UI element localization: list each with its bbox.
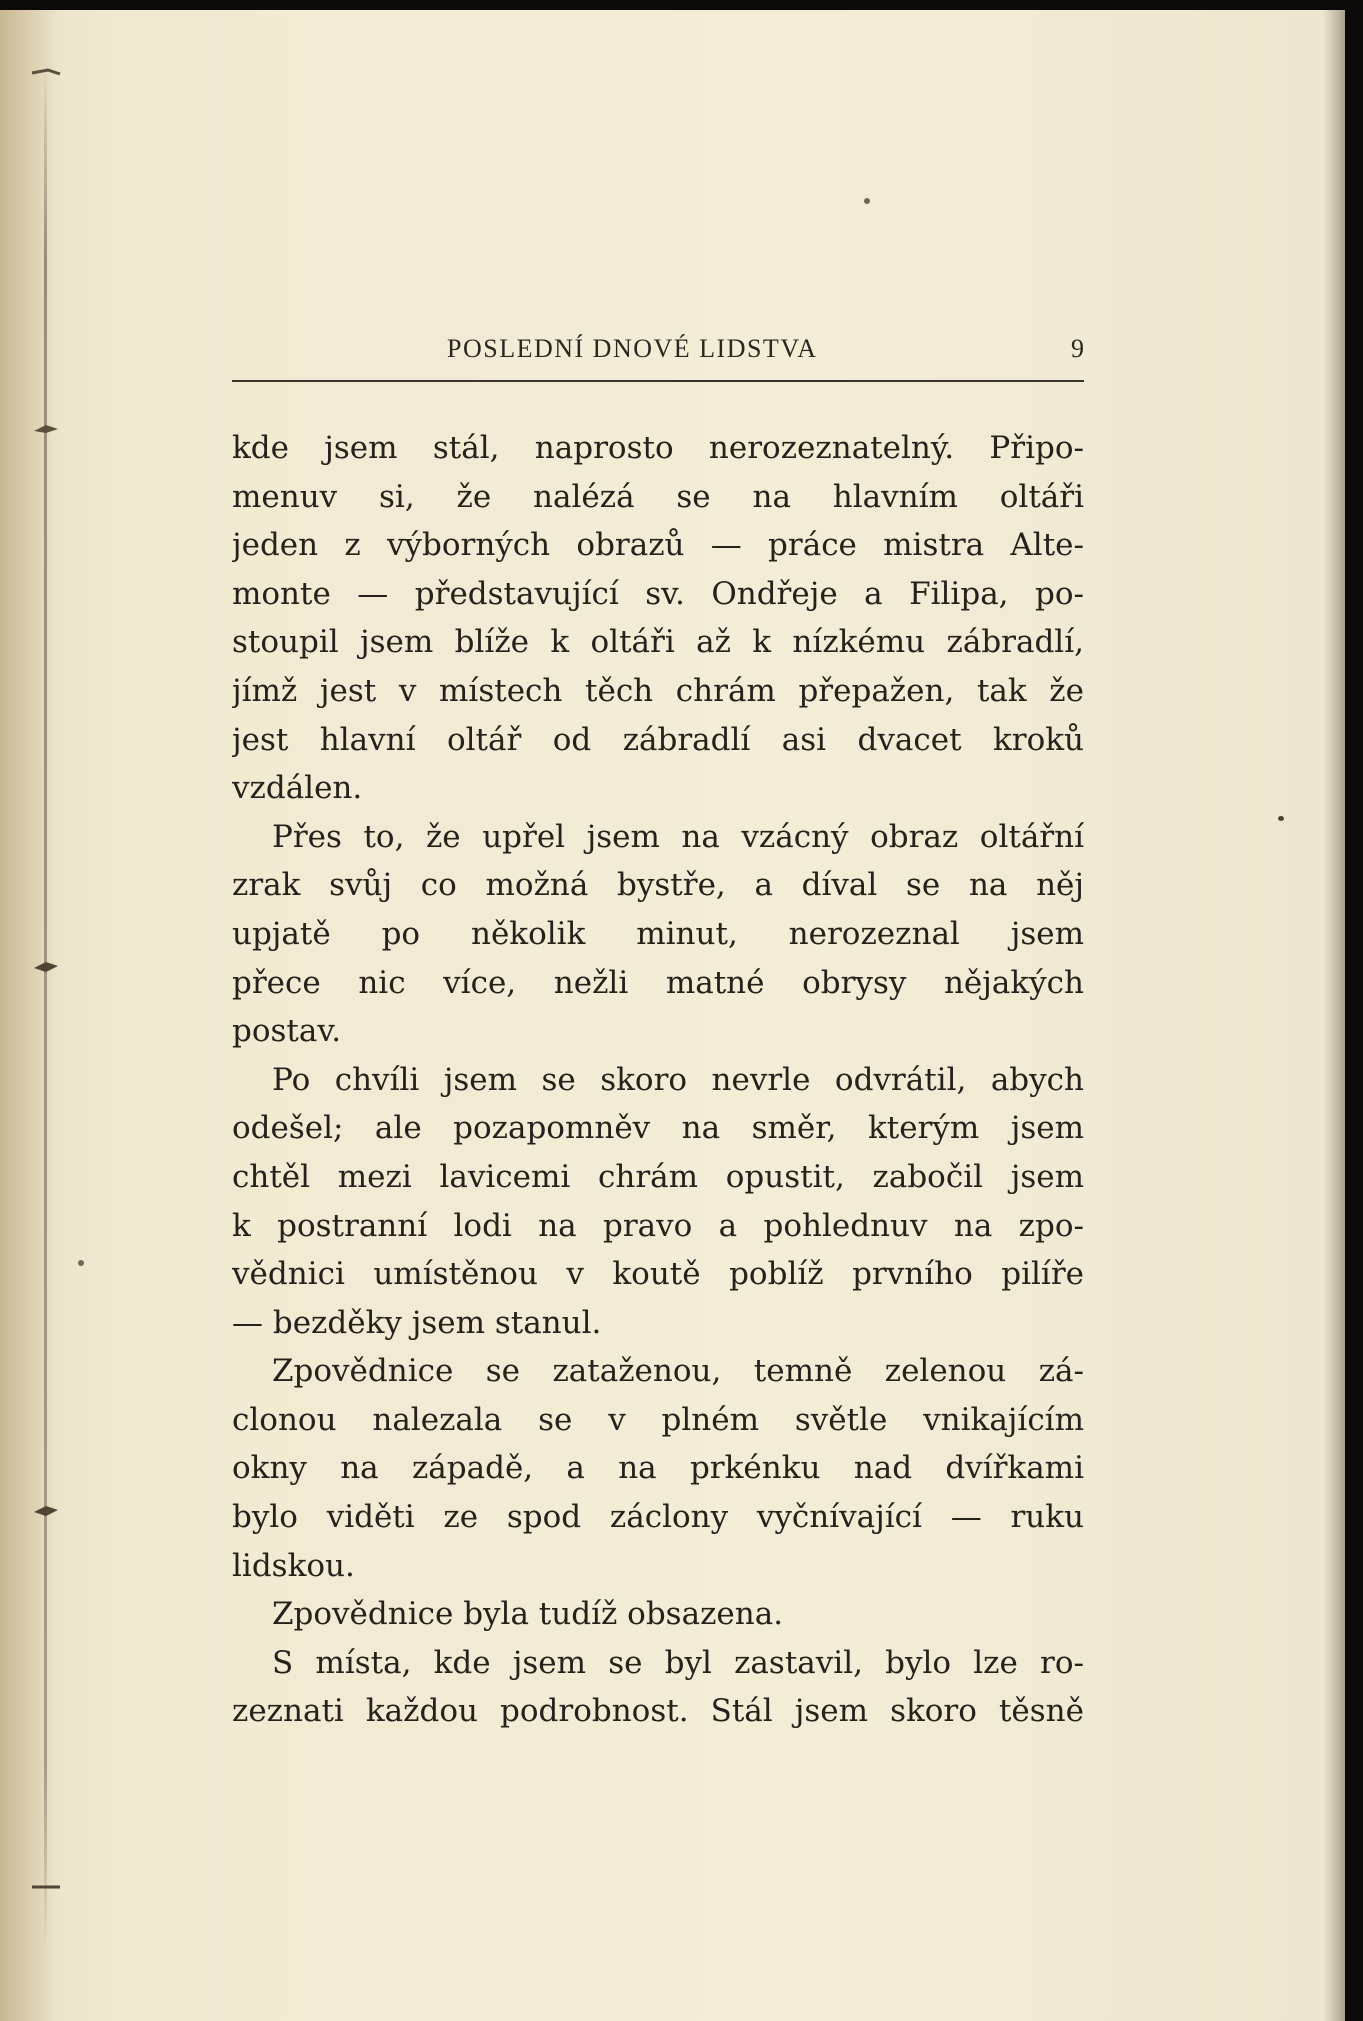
text-line: Zpovědnice se zataženou, temně zelenou zá- — [272, 1353, 1084, 1390]
text-line: Přes to, že upřel jsem na vzácný obraz oltářní — [272, 818, 1084, 855]
text-line: Po chvíli jsem se skoro nevrle odvrátil, abych — [272, 1061, 1084, 1098]
text-line: zrak svůj co možná bystře, a díval se na něj — [232, 867, 1084, 904]
text-line: monte — představující sv. Ondřeje a Filipa, po- — [232, 575, 1084, 612]
text-line: clonou nalezala se v plném světle vnikajícím — [232, 1401, 1084, 1438]
text-line: zeznati každou podrobnost. Stál jsem skoro těsně — [232, 1693, 1084, 1730]
text-line: upjatě po několik minut, nerozeznal jsem — [232, 915, 1084, 952]
page-edge-shadow — [1323, 10, 1345, 2021]
text-line: menuv si, že nalézá se na hlavním oltáři — [232, 478, 1084, 515]
running-title: POSLEDNÍ DNOVÉ LIDSTVA — [447, 334, 818, 363]
paper-speck — [864, 198, 870, 204]
text-line: jest hlavní oltář od zábradlí asi dvacet kroků — [232, 721, 1084, 758]
binding-shadow — [44, 70, 47, 1950]
text-line: vzdálen. — [232, 770, 363, 807]
text-line: stoupil jsem blíže k oltáři až k nízkému zábradlí, — [232, 624, 1084, 661]
text-line: lidskou. — [232, 1547, 355, 1584]
scanned-book-page — [0, 10, 1345, 2021]
text-line: postav. — [232, 1013, 342, 1050]
text-line: k postranní lodi na pravo a pohlednuv na zpo- — [232, 1207, 1084, 1244]
text-line: kde jsem stál, naprosto nerozeznatelný. Připo- — [232, 430, 1084, 466]
page-gutter — [0, 10, 58, 2021]
binding-thread-mark — [30, 422, 64, 436]
text-line: okny na západě, a na prkénku nad dvířkami — [232, 1450, 1084, 1487]
binding-thread-mark — [30, 960, 64, 974]
text-line: Zpovědnice byla tudíž obsazena. — [272, 1596, 784, 1633]
binding-thread-mark — [30, 1504, 64, 1518]
binding-thread-mark — [30, 1880, 64, 1894]
text-line: — bezděky jsem stanul. — [232, 1304, 602, 1341]
running-header — [232, 334, 1084, 376]
text-line: S místa, kde jsem se byl zastavil, bylo lze ro- — [272, 1644, 1084, 1681]
paper-speck — [78, 1260, 84, 1266]
text-line: jeden z výborných obrazů — práce mistra Alte- — [232, 527, 1084, 564]
binding-thread-mark — [30, 66, 64, 80]
text-line: bylo viděti ze spod záclony vyčnívající — ruku — [232, 1499, 1084, 1536]
paper-speck — [1278, 816, 1284, 821]
page-number: 9 — [1071, 334, 1084, 363]
body-text — [232, 424, 1084, 1736]
header-rule — [232, 380, 1084, 382]
text-line: odešel; ale pozapomněv na směr, kterým jsem — [232, 1110, 1084, 1147]
text-line: přece nic více, nežli matné obrysy nějakých — [232, 964, 1084, 1001]
text-line: jímž jest v místech těch chrám přepažen, tak že — [232, 672, 1084, 709]
text-line: vědnici umístěnou v koutě poblíž prvního pilíře — [232, 1256, 1084, 1293]
text-line: chtěl mezi lavicemi chrám opustit, zabočil jsem — [232, 1158, 1084, 1195]
